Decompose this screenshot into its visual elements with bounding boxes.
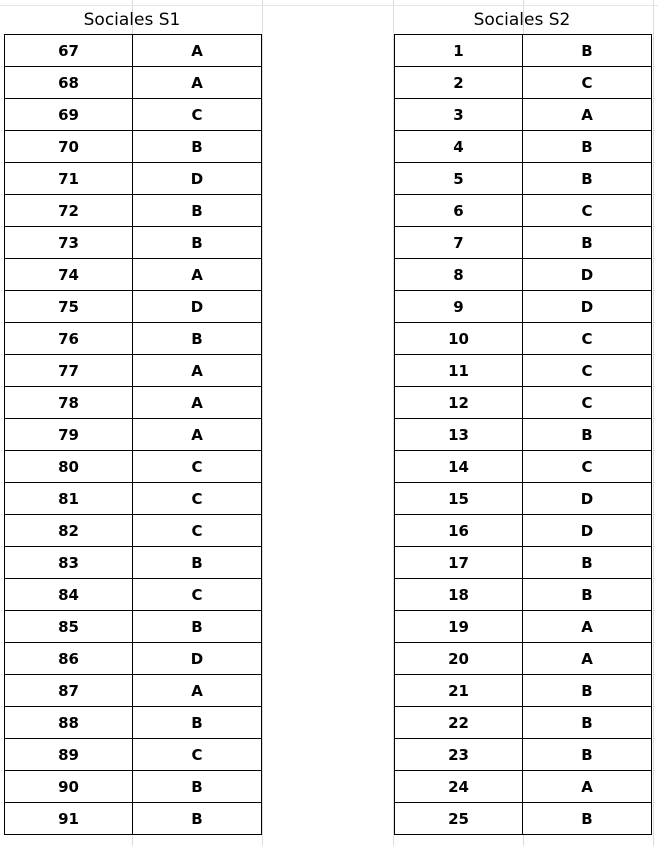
answer-letter: B	[133, 131, 262, 163]
answer-letter: B	[523, 803, 652, 835]
grid-line	[653, 0, 654, 846]
answer-letter: C	[523, 387, 652, 419]
question-number: 82	[5, 515, 133, 547]
answer-letter: B	[133, 771, 262, 803]
table-row	[395, 515, 652, 547]
question-number: 17	[395, 547, 523, 579]
question-number: 6	[395, 195, 523, 227]
question-number: 16	[395, 515, 523, 547]
question-number: 71	[5, 163, 133, 195]
answer-table-s2	[394, 34, 652, 835]
answer-letter: B	[523, 227, 652, 259]
question-number: 1	[395, 35, 523, 67]
answer-letter: A	[523, 643, 652, 675]
answer-letter: C	[523, 323, 652, 355]
question-number: 76	[5, 323, 133, 355]
question-number: 86	[5, 643, 133, 675]
answer-letter: C	[133, 483, 262, 515]
table-row	[395, 483, 652, 515]
question-number: 11	[395, 355, 523, 387]
answer-letter: A	[133, 259, 262, 291]
question-number: 91	[5, 803, 133, 835]
table-row	[5, 579, 262, 611]
question-number: 5	[395, 163, 523, 195]
question-number: 81	[5, 483, 133, 515]
answer-letter: D	[523, 291, 652, 323]
answer-letter: B	[133, 227, 262, 259]
table-row	[395, 611, 652, 643]
table-row	[5, 387, 262, 419]
question-number: 67	[5, 35, 133, 67]
question-number: 4	[395, 131, 523, 163]
table-row	[395, 643, 652, 675]
table-row	[5, 227, 262, 259]
question-number: 12	[395, 387, 523, 419]
answer-letter: C	[133, 579, 262, 611]
question-number: 10	[395, 323, 523, 355]
answer-letter: C	[523, 355, 652, 387]
table-row	[395, 99, 652, 131]
table-row	[5, 803, 262, 835]
question-number: 18	[395, 579, 523, 611]
answer-letter: A	[133, 355, 262, 387]
table-row	[5, 483, 262, 515]
answer-letter: B	[523, 675, 652, 707]
table-row	[5, 291, 262, 323]
table-row	[5, 611, 262, 643]
table-row	[5, 163, 262, 195]
answer-letter: C	[523, 195, 652, 227]
table-row	[395, 739, 652, 771]
answer-letter: B	[133, 803, 262, 835]
question-number: 87	[5, 675, 133, 707]
table-row	[5, 739, 262, 771]
table-row	[395, 707, 652, 739]
table-row	[5, 707, 262, 739]
answer-letter: C	[523, 67, 652, 99]
question-number: 90	[5, 771, 133, 803]
question-number: 77	[5, 355, 133, 387]
question-number: 69	[5, 99, 133, 131]
table-row	[5, 643, 262, 675]
answer-letter: B	[133, 707, 262, 739]
table-row	[395, 355, 652, 387]
question-number: 3	[395, 99, 523, 131]
table-row	[5, 547, 262, 579]
question-number: 8	[395, 259, 523, 291]
section-title-s1: Sociales S1	[83, 10, 181, 30]
answer-letter: B	[523, 579, 652, 611]
answer-letter: C	[133, 99, 262, 131]
table-row	[5, 195, 262, 227]
table-row	[395, 579, 652, 611]
answer-letter: B	[133, 323, 262, 355]
answer-letter: B	[523, 547, 652, 579]
table-row	[5, 131, 262, 163]
table-row	[395, 131, 652, 163]
answer-letter: A	[133, 67, 262, 99]
question-number: 22	[395, 707, 523, 739]
answer-letter: A	[523, 611, 652, 643]
answer-letter: B	[133, 195, 262, 227]
table-row	[5, 515, 262, 547]
question-number: 68	[5, 67, 133, 99]
answer-letter: D	[133, 643, 262, 675]
section-title-s2: Sociales S2	[473, 10, 571, 30]
question-number: 85	[5, 611, 133, 643]
question-number: 78	[5, 387, 133, 419]
table-row	[395, 387, 652, 419]
table-row	[395, 259, 652, 291]
question-number: 13	[395, 419, 523, 451]
table-row	[5, 99, 262, 131]
answer-letter: D	[523, 483, 652, 515]
answer-letter: D	[133, 291, 262, 323]
table-row	[5, 675, 262, 707]
table-row	[395, 227, 652, 259]
question-number: 20	[395, 643, 523, 675]
question-number: 88	[5, 707, 133, 739]
question-number: 80	[5, 451, 133, 483]
answer-letter: D	[523, 515, 652, 547]
table-row	[5, 259, 262, 291]
question-number: 15	[395, 483, 523, 515]
answer-letter: C	[133, 515, 262, 547]
question-number: 84	[5, 579, 133, 611]
question-number: 70	[5, 131, 133, 163]
answer-letter: D	[523, 259, 652, 291]
question-number: 23	[395, 739, 523, 771]
question-number: 9	[395, 291, 523, 323]
question-number: 73	[5, 227, 133, 259]
answer-letter: B	[133, 611, 262, 643]
question-number: 19	[395, 611, 523, 643]
question-number: 83	[5, 547, 133, 579]
table-row	[395, 451, 652, 483]
question-number: 74	[5, 259, 133, 291]
question-number: 79	[5, 419, 133, 451]
question-number: 72	[5, 195, 133, 227]
question-number: 21	[395, 675, 523, 707]
answer-letter: B	[523, 163, 652, 195]
table-row	[395, 163, 652, 195]
table-row	[5, 35, 262, 67]
table-row	[395, 67, 652, 99]
table-row	[395, 323, 652, 355]
answer-letter: B	[523, 707, 652, 739]
answer-letter: D	[133, 163, 262, 195]
table-row	[5, 355, 262, 387]
answer-letter: B	[523, 739, 652, 771]
answer-letter: A	[133, 419, 262, 451]
grid-line	[262, 0, 263, 846]
answer-letter: A	[523, 771, 652, 803]
table-row	[395, 35, 652, 67]
table-row	[5, 67, 262, 99]
question-number: 24	[395, 771, 523, 803]
answer-letter: C	[133, 739, 262, 771]
answer-table-s1	[4, 34, 262, 835]
question-number: 75	[5, 291, 133, 323]
answer-letter: B	[523, 419, 652, 451]
question-number: 14	[395, 451, 523, 483]
table-row	[395, 771, 652, 803]
answer-letter: B	[133, 547, 262, 579]
question-number: 2	[395, 67, 523, 99]
answer-letter: A	[523, 99, 652, 131]
answer-letter: A	[133, 35, 262, 67]
answer-letter: C	[523, 451, 652, 483]
table-row	[395, 195, 652, 227]
answer-letter: B	[523, 35, 652, 67]
table-row	[5, 323, 262, 355]
answer-letter: A	[133, 387, 262, 419]
table-row	[5, 419, 262, 451]
table-row	[395, 803, 652, 835]
table-row	[395, 675, 652, 707]
question-number: 25	[395, 803, 523, 835]
table-row	[395, 547, 652, 579]
table-row	[5, 451, 262, 483]
answer-letter: B	[523, 131, 652, 163]
table-row	[395, 291, 652, 323]
grid-line	[0, 5, 658, 6]
table-row	[5, 771, 262, 803]
question-number: 89	[5, 739, 133, 771]
table-row	[395, 419, 652, 451]
question-number: 7	[395, 227, 523, 259]
answer-letter: A	[133, 675, 262, 707]
answer-letter: C	[133, 451, 262, 483]
